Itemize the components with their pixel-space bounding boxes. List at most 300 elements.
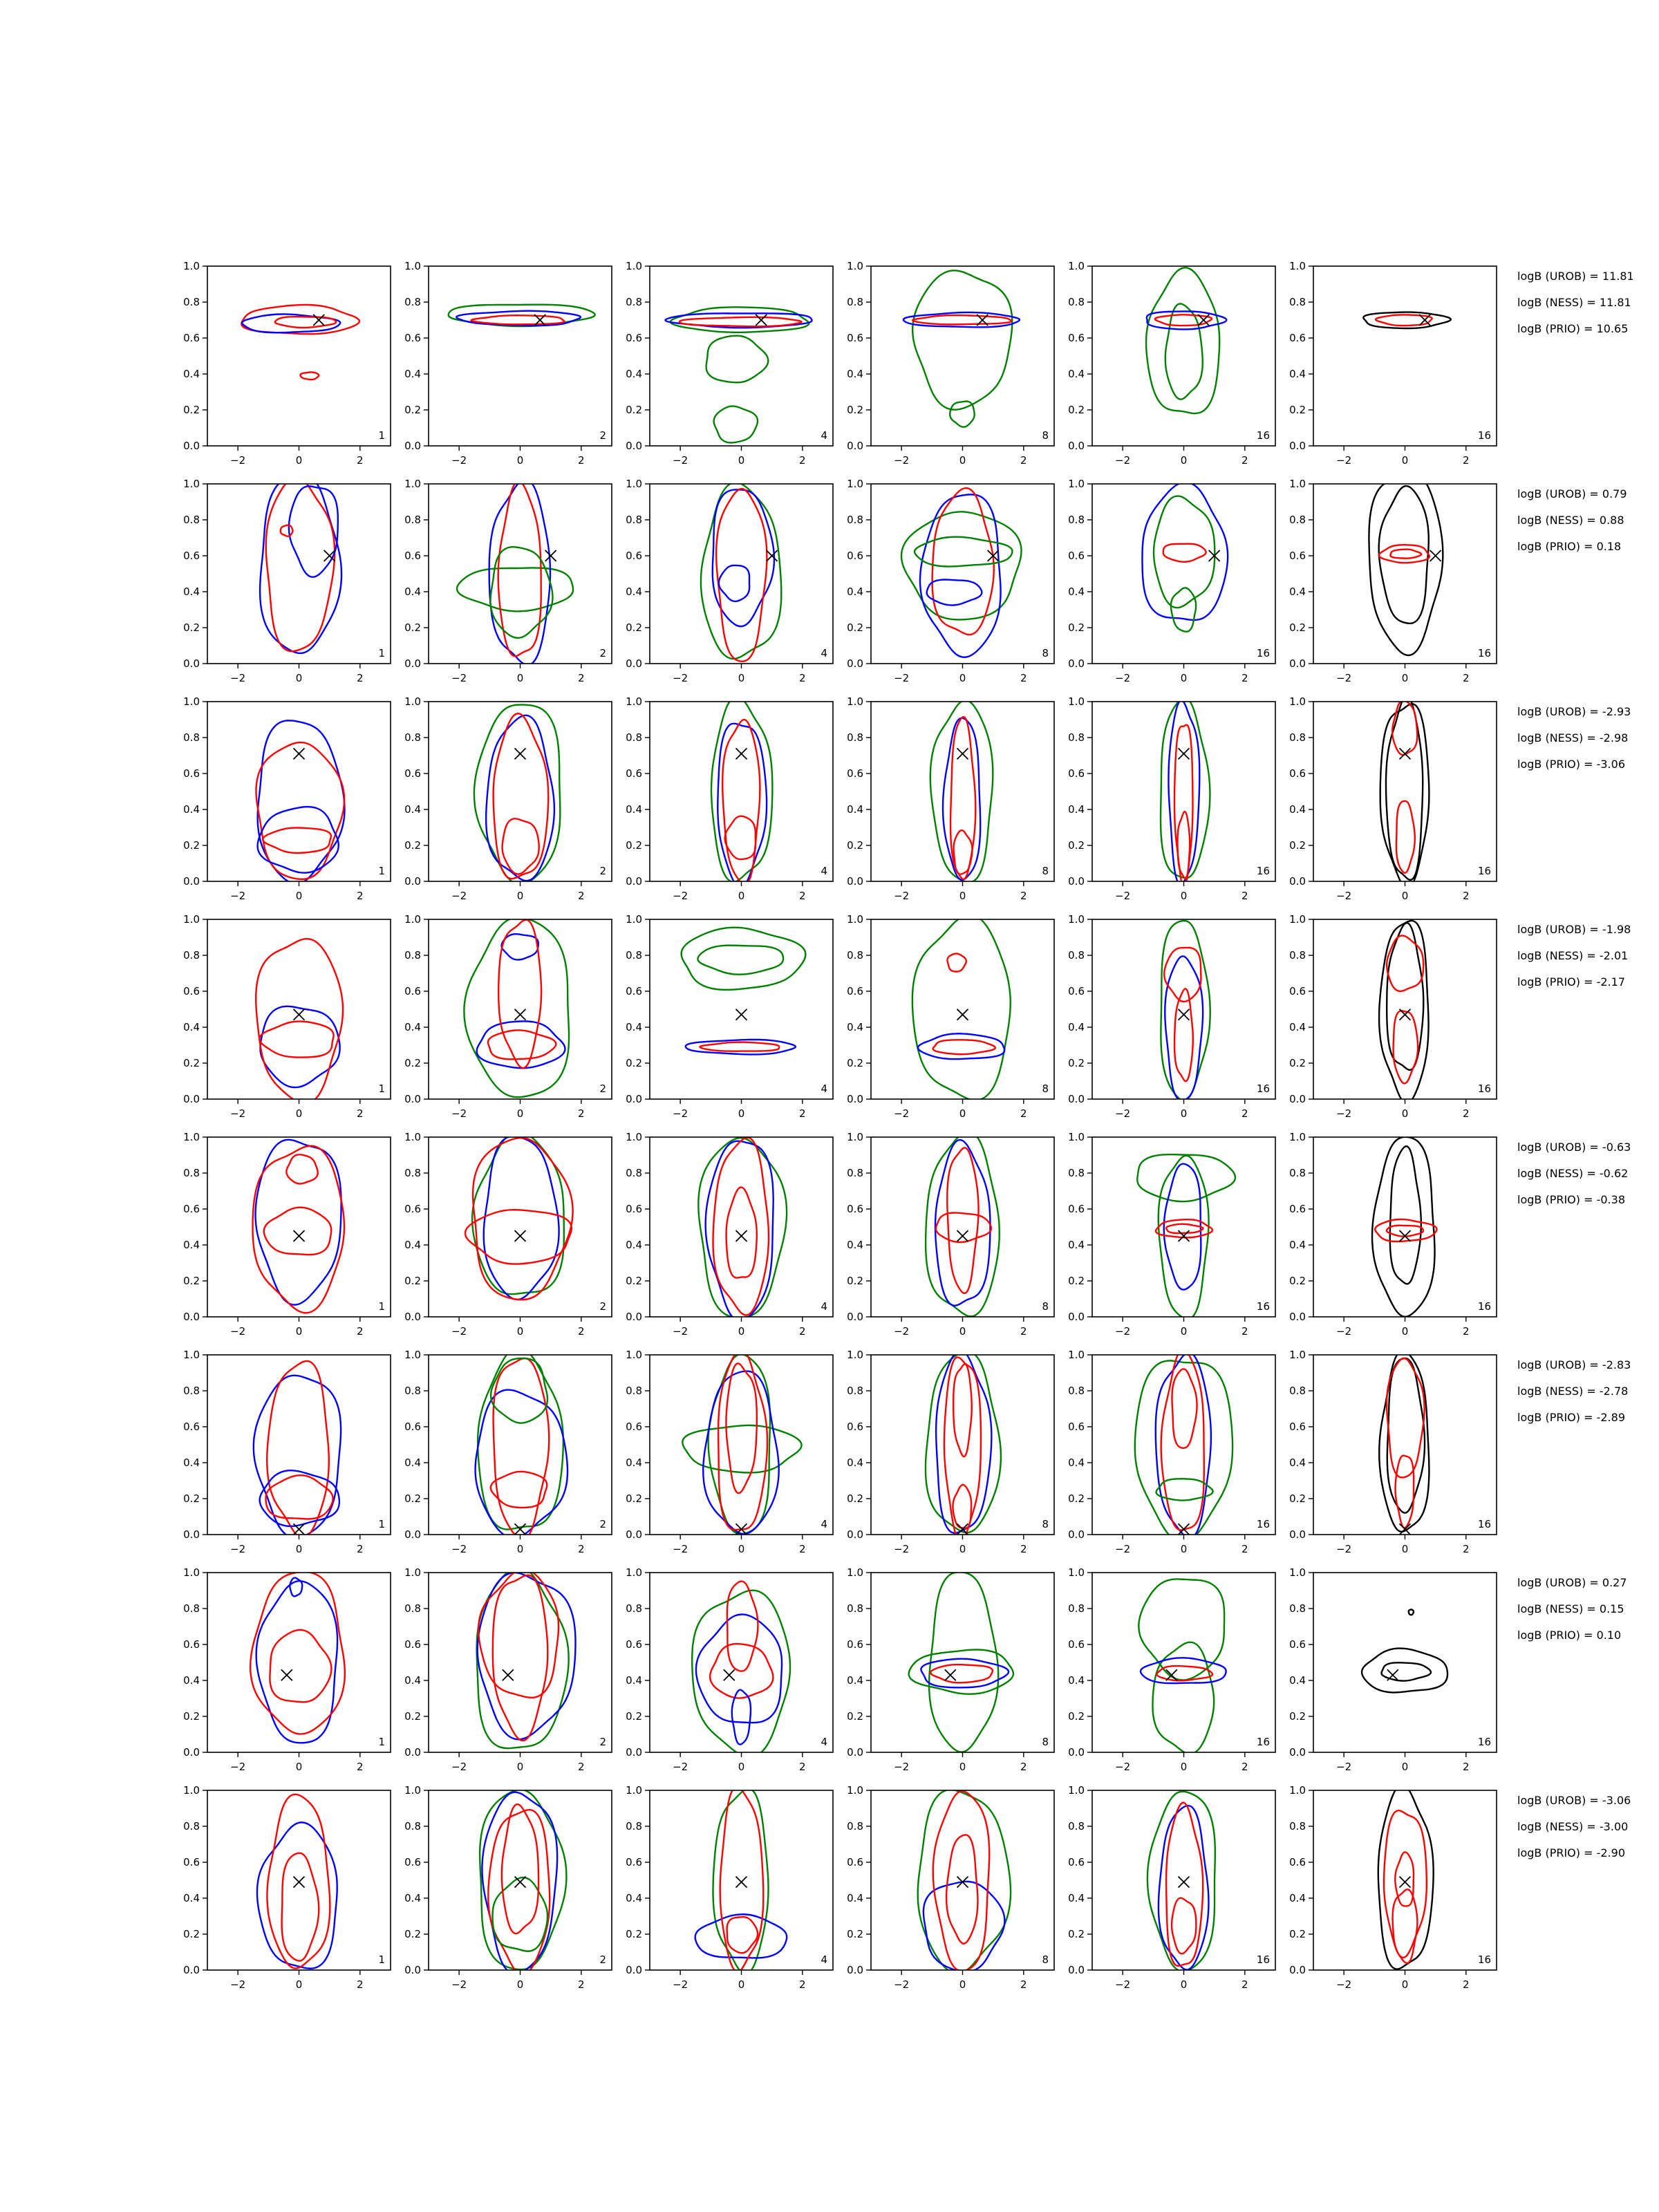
y-tick-label: 0.4	[404, 1674, 421, 1687]
x-tick-label: −2	[673, 1107, 688, 1120]
panel-corner-label: 16	[1477, 1518, 1491, 1530]
x-tick-label: 0	[1180, 890, 1188, 902]
y-tick-label: 0.6	[626, 985, 642, 997]
y-tick-label: 1.0	[183, 913, 200, 926]
contour-red	[1172, 1898, 1196, 1954]
y-tick-label: 0.6	[183, 1421, 200, 1433]
contour-red	[286, 1154, 317, 1183]
y-tick-label: 0.4	[1068, 803, 1085, 816]
x-tick-label: 0	[959, 1325, 966, 1338]
x-tick-label: 2	[1020, 1978, 1027, 1991]
y-tick-label: 0.0	[1289, 1093, 1306, 1105]
y-tick-label: 0.4	[626, 803, 642, 816]
y-tick-label: 0.0	[183, 440, 200, 452]
x-tick-label: 0	[516, 1543, 524, 1555]
y-tick-label: 1.0	[404, 478, 421, 490]
x-tick-label: 2	[1020, 454, 1027, 467]
contour-red	[1166, 1803, 1203, 1966]
axes-frame	[207, 702, 391, 881]
y-tick-label: 1.0	[404, 1784, 421, 1797]
contour-green	[682, 928, 806, 990]
y-tick-label: 0.0	[404, 1746, 421, 1759]
y-tick-label: 0.8	[404, 514, 421, 526]
contour-green	[706, 336, 769, 383]
y-tick-label: 0.6	[1068, 550, 1085, 562]
x-tick-label: 2	[799, 1978, 806, 1991]
contour-red	[720, 1787, 764, 1972]
x-tick-label: 2	[1463, 890, 1470, 902]
contour-black	[1362, 1649, 1447, 1693]
row-8-logb-stat: logB (NESS) = -3.00	[1517, 1820, 1629, 1833]
y-tick-label: 0.2	[847, 404, 863, 416]
x-tick-label: −2	[1115, 1761, 1131, 1773]
contour-red	[502, 1804, 538, 1933]
y-tick-label: 0.8	[404, 1820, 421, 1833]
panel-corner-label: 16	[1477, 1082, 1491, 1095]
y-tick-label: 1.0	[1068, 1131, 1085, 1143]
y-tick-label: 0.8	[1289, 514, 1306, 526]
y-tick-label: 0.0	[847, 1311, 863, 1323]
panel-corner-label: 2	[599, 1736, 606, 1748]
y-tick-label: 0.0	[847, 440, 863, 452]
contour-red	[1395, 1852, 1414, 1906]
y-tick-label: 0.0	[1068, 1746, 1085, 1759]
contour-group	[256, 939, 343, 1103]
y-tick-label: 0.2	[626, 1492, 642, 1505]
axes-frame	[871, 266, 1054, 446]
x-tick-label: −2	[451, 1543, 467, 1555]
y-tick-label: 0.0	[183, 657, 200, 670]
contour-red	[727, 1582, 758, 1671]
contour-group	[1147, 1792, 1215, 1971]
axes-frame	[650, 1355, 833, 1535]
contour-red	[1174, 988, 1193, 1081]
y-tick-label: 0.2	[847, 839, 863, 852]
y-tick-label: 0.8	[183, 731, 200, 744]
y-tick-label: 0.8	[183, 1602, 200, 1615]
y-tick-label: 0.8	[1289, 1385, 1306, 1397]
x-tick-label: 0	[516, 672, 524, 684]
panel-r5-c2	[404, 1131, 612, 1338]
axes-frame	[1313, 702, 1497, 881]
contour-group	[912, 915, 1011, 1100]
axes-frame	[871, 919, 1054, 1099]
panel-corner-label: 1	[378, 865, 385, 877]
y-tick-label: 0.4	[847, 803, 863, 816]
x-tick-label: −2	[451, 1761, 467, 1773]
y-tick-label: 0.2	[1289, 1057, 1306, 1069]
y-tick-label: 1.0	[847, 1349, 863, 1361]
x-tick-label: −2	[894, 1543, 910, 1555]
x-tick-label: −2	[230, 454, 246, 467]
y-tick-label: 0.0	[404, 1093, 421, 1105]
contour-green	[464, 917, 569, 1097]
x-tick-label: −2	[673, 1543, 688, 1555]
panel-r2-c4	[847, 478, 1054, 684]
contour-red	[266, 1475, 333, 1519]
contour-black	[1390, 1146, 1421, 1284]
y-tick-label: 0.8	[847, 514, 863, 526]
contour-black	[1386, 696, 1423, 880]
x-tick-label: −2	[1115, 672, 1131, 684]
panel-r8-c5	[1068, 1784, 1275, 1991]
y-tick-label: 1.0	[847, 695, 863, 708]
panel-corner-label: 4	[821, 647, 827, 659]
contour-blue	[477, 1021, 565, 1068]
panel-r1-c4	[847, 260, 1054, 467]
x-tick-label: 0	[959, 1761, 966, 1773]
y-tick-label: 0.2	[183, 1057, 200, 1069]
x-tick-label: 2	[1463, 672, 1470, 684]
y-tick-label: 0.0	[1068, 1093, 1085, 1105]
contour-group	[241, 305, 359, 379]
y-tick-label: 0.6	[404, 1203, 421, 1215]
y-tick-label: 1.0	[1068, 1566, 1085, 1579]
contour-red	[944, 1357, 981, 1541]
y-tick-label: 0.4	[1289, 368, 1306, 380]
y-tick-label: 0.8	[404, 296, 421, 308]
x-tick-label: −2	[451, 1325, 467, 1338]
x-tick-label: 0	[1180, 1325, 1188, 1338]
contour-blue	[696, 1614, 782, 1723]
y-tick-label: 0.6	[404, 1421, 421, 1433]
y-tick-label: 0.8	[1289, 1820, 1306, 1833]
y-tick-label: 0.8	[1068, 296, 1085, 308]
y-tick-label: 0.2	[626, 1057, 642, 1069]
y-tick-label: 0.0	[183, 1964, 200, 1976]
axes-frame	[1092, 266, 1275, 446]
contour-red	[679, 317, 802, 326]
contour-blue	[1156, 1353, 1211, 1538]
y-tick-label: 1.0	[183, 695, 200, 708]
panel-r7-c2	[404, 1566, 612, 1773]
panel-corner-label: 1	[378, 1736, 385, 1748]
y-tick-label: 1.0	[1068, 1784, 1085, 1797]
panel-corner-label: 16	[1256, 1518, 1270, 1530]
contour-green	[692, 1591, 790, 1757]
panel-r2-c2	[404, 478, 612, 684]
contour-red	[953, 1364, 972, 1456]
axes-frame	[1313, 1137, 1497, 1317]
x-tick-label: 2	[1020, 1107, 1027, 1120]
x-tick-label: −2	[1115, 1978, 1131, 1991]
axes-frame	[650, 702, 833, 881]
axes-frame	[1313, 1355, 1497, 1535]
contour-red	[954, 830, 973, 874]
y-tick-label: 1.0	[626, 478, 642, 490]
y-tick-label: 0.6	[404, 1638, 421, 1651]
x-tick-label: −2	[894, 1978, 910, 1991]
contour-green	[1171, 588, 1196, 631]
y-tick-label: 0.2	[1068, 839, 1085, 852]
y-tick-label: 1.0	[1289, 1131, 1306, 1143]
x-tick-label: 0	[738, 1543, 745, 1555]
contour-group	[474, 704, 560, 884]
y-tick-label: 0.8	[183, 296, 200, 308]
x-tick-label: 0	[516, 1761, 524, 1773]
y-tick-label: 0.4	[1289, 585, 1306, 598]
x-tick-label: −2	[894, 1325, 910, 1338]
contour-blue	[713, 489, 774, 626]
y-tick-label: 0.0	[1289, 1746, 1306, 1759]
contour-green	[1152, 1642, 1214, 1754]
y-tick-label: 0.6	[1289, 985, 1306, 997]
x-tick-label: 2	[1241, 1107, 1248, 1120]
y-tick-label: 0.2	[183, 839, 200, 852]
contour-group	[698, 1138, 787, 1322]
contour-group	[909, 1572, 1013, 1752]
panel-r7-c3	[626, 1566, 833, 1773]
y-tick-label: 0.2	[847, 621, 863, 634]
y-tick-label: 1.0	[1289, 260, 1306, 272]
y-tick-label: 0.8	[626, 949, 642, 962]
y-tick-label: 0.2	[183, 1492, 200, 1505]
y-tick-label: 0.2	[404, 1275, 421, 1287]
y-tick-label: 0.2	[1068, 1710, 1085, 1723]
y-tick-label: 0.4	[404, 1456, 421, 1469]
panel-r3-c3	[626, 695, 833, 902]
contour-red	[947, 954, 966, 972]
panel-r7-c5	[1068, 1566, 1275, 1773]
axes-frame	[1313, 484, 1497, 664]
contour-group	[665, 307, 812, 442]
x-tick-label: 2	[578, 1761, 585, 1773]
y-tick-label: 0.0	[404, 875, 421, 888]
contour-red	[1393, 1889, 1418, 1963]
y-tick-label: 0.4	[404, 1892, 421, 1904]
row-3-logb-stat: logB (NESS) = -2.98	[1517, 731, 1629, 744]
contour-green	[682, 1425, 801, 1472]
y-tick-label: 0.2	[404, 404, 421, 416]
y-tick-label: 0.4	[1289, 1021, 1306, 1033]
x-tick-label: −2	[894, 672, 910, 684]
y-tick-label: 0.8	[626, 1385, 642, 1397]
panel-corner-label: 2	[599, 1082, 606, 1095]
y-tick-label: 0.6	[183, 332, 200, 344]
x-tick-label: 0	[295, 1107, 303, 1120]
x-tick-label: −2	[1336, 1107, 1352, 1120]
axes-frame	[207, 1137, 391, 1317]
panel-r3-c1	[183, 695, 391, 902]
y-tick-label: 0.8	[183, 1385, 200, 1397]
y-tick-label: 0.6	[847, 1421, 863, 1433]
y-tick-label: 0.6	[1289, 1203, 1306, 1215]
axes-frame	[207, 1790, 391, 1970]
contour-group	[903, 270, 1020, 427]
contour-black	[1378, 1785, 1434, 1969]
y-tick-label: 1.0	[626, 1566, 642, 1579]
y-tick-label: 0.4	[1289, 1892, 1306, 1904]
x-tick-label: −2	[673, 1978, 688, 1991]
y-tick-label: 0.0	[626, 657, 642, 670]
y-tick-label: 1.0	[847, 913, 863, 926]
y-tick-label: 0.4	[183, 1456, 200, 1469]
panel-corner-label: 16	[1477, 429, 1491, 442]
y-tick-label: 0.2	[183, 1275, 200, 1287]
y-tick-label: 0.4	[847, 1239, 863, 1251]
panel-corner-label: 16	[1256, 1736, 1270, 1748]
y-tick-label: 0.2	[626, 839, 642, 852]
y-tick-label: 0.4	[847, 368, 863, 380]
x-tick-label: 2	[1463, 1978, 1470, 1991]
panel-r8-c2	[404, 1784, 612, 1991]
y-tick-label: 0.2	[1068, 1275, 1085, 1287]
contour-group	[257, 1794, 337, 1969]
x-tick-label: 0	[1401, 1107, 1409, 1120]
y-tick-label: 0.8	[183, 514, 200, 526]
y-tick-label: 0.6	[1289, 1856, 1306, 1868]
contour-group	[254, 1361, 341, 1538]
y-tick-label: 0.4	[183, 585, 200, 598]
contour-group	[1369, 473, 1443, 655]
y-tick-label: 0.2	[1289, 839, 1306, 852]
panel-corner-label: 2	[599, 1953, 606, 1966]
panel-corner-label: 8	[1042, 1953, 1049, 1966]
y-tick-label: 0.8	[1289, 296, 1306, 308]
contour-red	[493, 1575, 548, 1741]
x-tick-label: 2	[357, 1978, 364, 1991]
y-tick-label: 0.2	[626, 1928, 642, 1940]
y-tick-label: 0.0	[626, 1746, 642, 1759]
y-tick-label: 0.6	[1289, 1421, 1306, 1433]
panel-r6-c3	[626, 1349, 833, 1555]
contour-red	[471, 315, 565, 324]
x-tick-label: 0	[1401, 1325, 1409, 1338]
y-tick-label: 0.4	[404, 585, 421, 598]
panel-corner-label: 4	[821, 1518, 827, 1530]
y-tick-label: 0.0	[1068, 657, 1085, 670]
y-tick-label: 0.4	[626, 1892, 642, 1904]
y-tick-label: 0.0	[1289, 657, 1306, 670]
panel-r5-c4	[847, 1131, 1054, 1338]
x-tick-label: −2	[230, 1761, 246, 1773]
y-tick-label: 0.8	[1068, 1385, 1085, 1397]
y-tick-label: 0.0	[847, 657, 863, 670]
x-tick-label: 2	[1241, 672, 1248, 684]
x-tick-label: 2	[357, 672, 364, 684]
contour-red	[494, 713, 549, 879]
x-tick-label: 0	[295, 1761, 303, 1773]
row-1-logb-stat: logB (PRIO) = 10.65	[1517, 322, 1629, 335]
x-tick-label: 2	[1463, 1107, 1470, 1120]
contour-group	[464, 917, 569, 1097]
x-tick-label: 0	[738, 672, 745, 684]
contour-group	[260, 474, 341, 653]
row-8-logb-stat: logB (PRIO) = -2.90	[1517, 1846, 1625, 1859]
y-tick-label: 0.2	[404, 621, 421, 634]
panel-corner-label: 8	[1042, 1082, 1049, 1095]
panel-r5-c5	[1068, 1131, 1275, 1338]
x-tick-label: 0	[959, 1543, 966, 1555]
contour-blue	[476, 1389, 568, 1537]
panel-r6-c4	[847, 1349, 1054, 1555]
contour-red	[1390, 550, 1421, 559]
contour-group	[682, 928, 806, 1055]
x-tick-label: 0	[1180, 454, 1188, 467]
y-tick-label: 1.0	[626, 695, 642, 708]
y-tick-label: 0.6	[1068, 1856, 1085, 1868]
x-tick-label: −2	[673, 1325, 688, 1338]
y-tick-label: 0.4	[847, 1674, 863, 1687]
contour-red	[241, 305, 359, 334]
contour-group	[1135, 1350, 1232, 1542]
row-8-logb-stat: logB (UROB) = -3.06	[1517, 1794, 1631, 1807]
contour-red	[1396, 1456, 1414, 1528]
panel-corner-label: 16	[1256, 647, 1270, 659]
y-tick-label: 0.2	[626, 1710, 642, 1723]
x-tick-label: 0	[1401, 454, 1409, 467]
contour-red	[282, 1853, 319, 1961]
x-tick-label: 0	[959, 1107, 966, 1120]
contour-group	[930, 700, 993, 882]
y-tick-label: 0.0	[404, 1528, 421, 1541]
y-tick-label: 0.4	[183, 1892, 200, 1904]
contour-group	[926, 1132, 1000, 1316]
contour-red	[300, 372, 319, 379]
y-tick-label: 1.0	[183, 1566, 200, 1579]
y-tick-label: 0.8	[847, 1385, 863, 1397]
x-tick-label: 0	[295, 1543, 303, 1555]
y-tick-label: 0.8	[1289, 1602, 1306, 1615]
contour-blue	[695, 1914, 787, 1958]
y-tick-label: 0.4	[183, 368, 200, 380]
y-tick-label: 0.6	[1289, 550, 1306, 562]
contour-red	[259, 1022, 333, 1058]
x-tick-label: 0	[295, 1978, 303, 1991]
y-tick-label: 0.2	[183, 621, 200, 634]
panel-corner-label: 16	[1256, 429, 1270, 442]
y-tick-label: 0.2	[404, 1928, 421, 1940]
contour-blue	[935, 1140, 991, 1306]
row-4-logb-stat: logB (PRIO) = -2.17	[1517, 975, 1625, 988]
y-tick-label: 0.8	[183, 1167, 200, 1179]
contour-group	[253, 1140, 345, 1313]
panel-corner-label: 1	[378, 647, 385, 659]
y-tick-label: 0.2	[847, 1275, 863, 1287]
y-tick-label: 0.0	[626, 440, 642, 452]
y-tick-label: 0.6	[626, 1638, 642, 1651]
y-tick-label: 0.0	[1068, 1964, 1085, 1976]
contour-red	[726, 1363, 756, 1493]
y-tick-label: 0.6	[626, 767, 642, 780]
y-tick-label: 1.0	[626, 260, 642, 272]
panel-r8-c4	[847, 1784, 1054, 1991]
y-tick-label: 0.0	[847, 1528, 863, 1541]
y-tick-label: 0.6	[626, 1203, 642, 1215]
y-tick-label: 1.0	[1068, 260, 1085, 272]
contour-red	[933, 1040, 995, 1054]
y-tick-label: 0.0	[183, 1528, 200, 1541]
y-tick-label: 0.0	[404, 440, 421, 452]
y-tick-label: 0.6	[847, 1856, 863, 1868]
y-tick-label: 0.8	[847, 1820, 863, 1833]
contour-red	[1376, 315, 1432, 326]
y-tick-label: 0.0	[1289, 440, 1306, 452]
x-tick-label: 2	[799, 1325, 806, 1338]
contour-green	[1147, 1792, 1215, 1971]
contour-red	[947, 1147, 978, 1293]
panel-corner-label: 16	[1256, 1082, 1270, 1095]
panel-r4-c2	[404, 913, 612, 1120]
panel-r7-c4	[847, 1566, 1054, 1773]
panel-r1-c3	[626, 260, 833, 467]
y-tick-label: 0.0	[1289, 1311, 1306, 1323]
y-tick-label: 0.2	[626, 621, 642, 634]
y-tick-label: 1.0	[183, 1131, 200, 1143]
axes-frame	[1092, 484, 1275, 664]
panel-corner-label: 16	[1256, 1300, 1270, 1313]
y-tick-label: 0.2	[1068, 404, 1085, 416]
